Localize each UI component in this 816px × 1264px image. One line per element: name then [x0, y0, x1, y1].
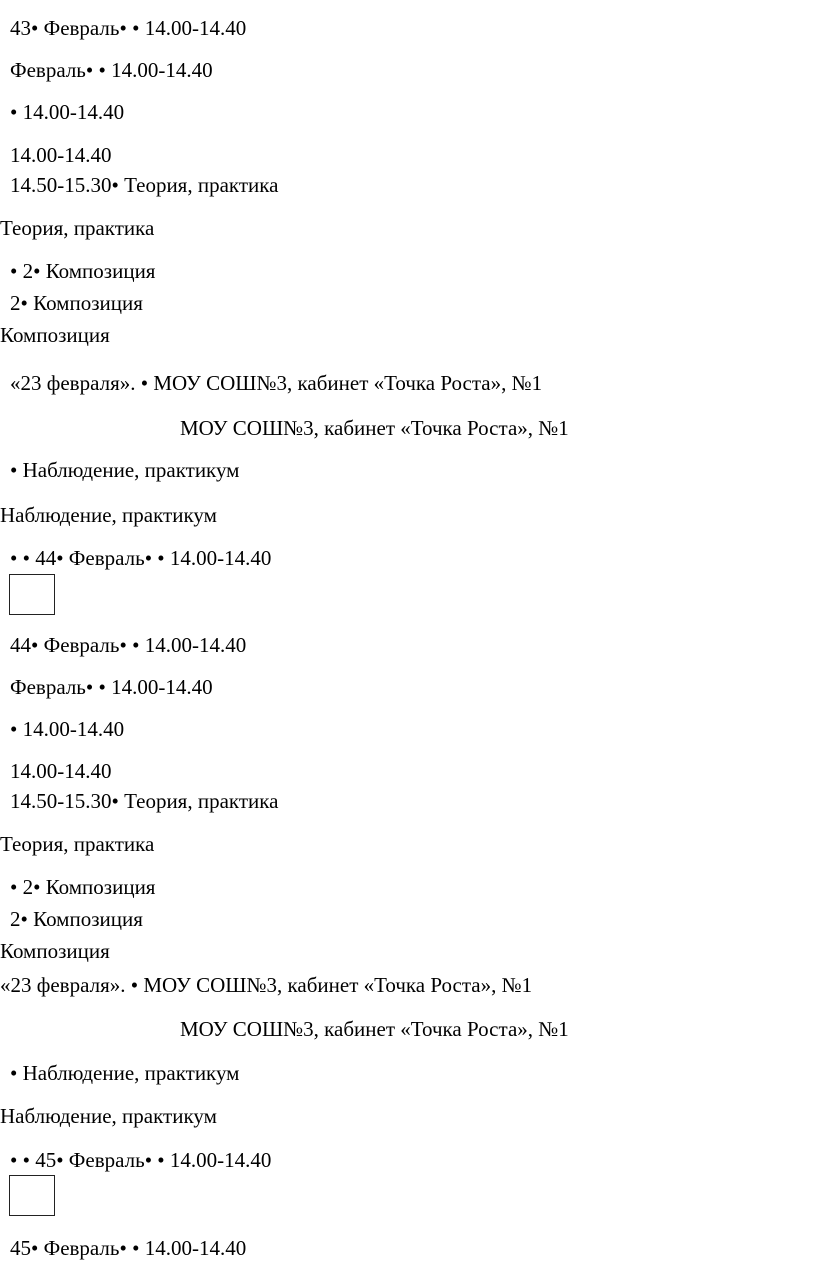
schedule-line-control: Наблюдение, практикум — [0, 1104, 217, 1128]
schedule-line-time: • 14.00-14.40 — [10, 717, 125, 741]
schedule-line-control-bullet: • Наблюдение, практикум — [10, 458, 240, 482]
schedule-line-time-form: 14.50-15.30• Теория, практика — [10, 173, 279, 197]
schedule-line-time: • 14.00-14.40 — [10, 100, 125, 124]
schedule-line-time-plain: 14.00-14.40 — [10, 143, 112, 167]
schedule-line-place: МОУ СОШ№3, кабинет «Точка Роста», №1 — [180, 416, 569, 440]
schedule-line-session-45: 45• Февраль• • 14.00-14.40 — [10, 1236, 247, 1260]
schedule-line-hours-topic: • 2• Композиция — [10, 875, 156, 899]
schedule-line-next-session-45: • • 45• Февраль• • 14.00-14.40 — [10, 1148, 272, 1172]
empty-cell-box — [9, 574, 55, 615]
schedule-line-event-place: «23 февраля». • МОУ СОШ№3, кабинет «Точка Роста», №1 — [10, 371, 543, 395]
schedule-line-topic: Композиция — [0, 323, 110, 347]
schedule-line-form: Теория, практика — [0, 832, 155, 856]
schedule-line-place: МОУ СОШ№3, кабинет «Точка Роста», №1 — [180, 1017, 569, 1041]
schedule-line-control-bullet: • Наблюдение, практикум — [10, 1061, 240, 1085]
schedule-line-month: Февраль• • 14.00-14.40 — [10, 675, 213, 699]
schedule-line-next-session-44: • • 44• Февраль• • 14.00-14.40 — [10, 546, 272, 570]
schedule-line-hours: 2• Композиция — [10, 291, 143, 315]
schedule-line-month: Февраль• • 14.00-14.40 — [10, 58, 213, 82]
schedule-line-form: Теория, практика — [0, 216, 155, 240]
schedule-line-event-place: «23 февраля». • МОУ СОШ№3, кабинет «Точка Роста», №1 — [0, 973, 533, 997]
empty-cell-box — [9, 1175, 55, 1216]
schedule-line-session-43: 43• Февраль• • 14.00-14.40 — [10, 16, 247, 40]
schedule-line-session-44: 44• Февраль• • 14.00-14.40 — [10, 633, 247, 657]
schedule-line-time-form: 14.50-15.30• Теория, практика — [10, 789, 279, 813]
schedule-line-topic: Композиция — [0, 939, 110, 963]
schedule-line-hours: 2• Композиция — [10, 907, 143, 931]
schedule-line-control: Наблюдение, практикум — [0, 503, 217, 527]
schedule-line-time-plain: 14.00-14.40 — [10, 759, 112, 783]
schedule-line-hours-topic: • 2• Композиция — [10, 259, 156, 283]
